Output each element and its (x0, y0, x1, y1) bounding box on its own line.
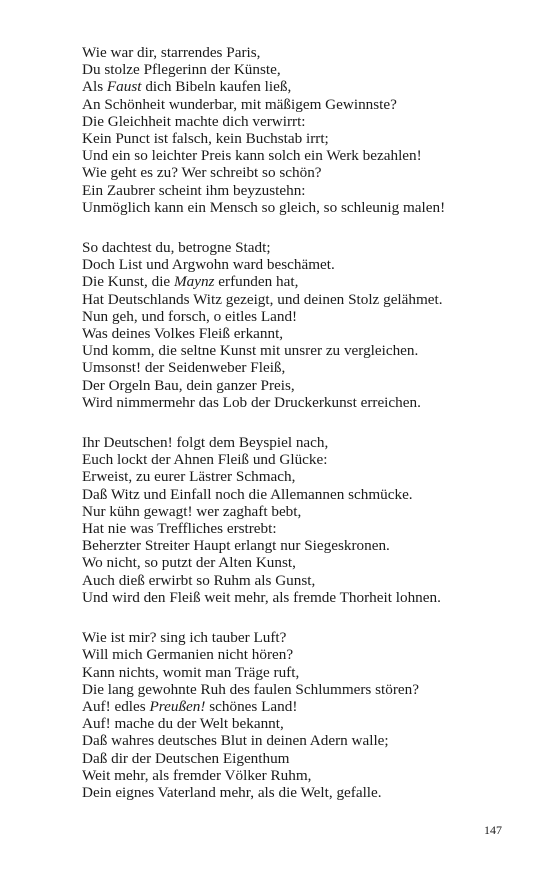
poem-line (82, 589, 522, 606)
poem-line (82, 394, 522, 411)
poem-line (82, 750, 522, 767)
poem-line (82, 468, 522, 485)
poem-line (82, 96, 522, 113)
stanza (82, 629, 522, 801)
italic-word: Maynz (173, 273, 215, 291)
line-text: Unmöglich kann ein Mensch so gleich, so schleunig malen! (82, 198, 446, 216)
poem-line (82, 732, 522, 749)
poem-line (82, 664, 522, 681)
page-number: 147 (484, 823, 502, 837)
line-text: Wird nimmermehr das Lob der Druckerkunst erreichen. (82, 393, 421, 411)
poem-line (82, 486, 522, 503)
line-text: Kein Punct ist falsch, kein Buchstab irrt; (82, 130, 329, 148)
line-text: schönes Land! (205, 697, 298, 715)
line-text: Kann nichts, womit man Träge ruft, (82, 663, 300, 681)
poem-line (82, 715, 522, 732)
line-text: Und wird den Fleiß weit mehr, als fremde Thorheit lohnen. (82, 588, 441, 606)
poem-line (82, 503, 522, 520)
line-text: Weit mehr, als fremder Völker Ruhm, (82, 766, 312, 784)
line-text: Als (82, 78, 107, 96)
poem-line (82, 434, 522, 451)
line-text: Euch lockt der Ahnen Fleiß und Glücke: (82, 451, 328, 469)
stanza (82, 44, 522, 216)
line-text: Daß dir der Deutschen Eigenthum (82, 749, 290, 767)
poem-line (82, 646, 522, 663)
line-text: Was deines Volkes Fleiß erkannt, (82, 325, 284, 343)
line-text: Wie geht es zu? Wer schreibt so schön? (82, 164, 322, 182)
poem-line (82, 698, 522, 715)
poem-line (82, 61, 522, 78)
poem-line (82, 554, 522, 571)
line-text: Du stolze Pflegerinn der Künste, (82, 61, 281, 79)
line-text: Erweist, zu eurer Lästrer Schmach, (82, 468, 296, 486)
line-text: Ein Zaubrer scheint ihm beyzustehn: (82, 181, 306, 199)
poem-line (82, 256, 522, 273)
line-text: Wie war dir, starrendes Paris, (82, 44, 261, 61)
line-text: Die Kunst, die (82, 273, 174, 291)
poem-line (82, 78, 522, 95)
line-text: Und ein so leichter Preis kann solch ein Werk bezahlen! (82, 147, 422, 165)
stanza (82, 239, 522, 411)
line-text: Nur kühn gewagt! wer zaghaft bebt, (82, 502, 302, 520)
line-text: dich Bibeln kaufen ließ, (141, 78, 292, 96)
poem-line (82, 130, 522, 147)
poem-line (82, 342, 522, 359)
poem-line (82, 572, 522, 589)
poem-line (82, 377, 522, 394)
poem-line (82, 359, 522, 376)
poem-line (82, 629, 522, 646)
line-text: Auf! edles (82, 697, 150, 715)
line-text: An Schönheit wunderbar, mit mäßigem Gewinnste? (82, 95, 397, 113)
line-text: erfunden hat, (214, 273, 299, 291)
line-text: Auch dieß erwirbt so Ruhm als Gunst, (82, 571, 316, 589)
line-text: Daß Witz und Einfall noch die Allemannen schmücke. (82, 485, 413, 503)
poem-line (82, 451, 522, 468)
poem-line (82, 537, 522, 554)
poem-line (82, 239, 522, 256)
stanza (82, 434, 522, 606)
line-text: Umsonst! der Seidenweber Fleiß, (82, 359, 286, 377)
poem-line (82, 147, 522, 164)
line-text: Nun geh, und forsch, o eitles Land! (82, 307, 298, 325)
line-text: Wo nicht, so putzt der Alten Kunst, (82, 554, 296, 572)
line-text: Daß wahres deutsches Blut in deinen Adern walle; (82, 732, 389, 750)
line-text: Der Orgeln Bau, dein ganzer Preis, (82, 376, 295, 394)
poem-line (82, 767, 522, 784)
line-text: Wie ist mir? sing ich tauber Luft? (82, 629, 287, 647)
poem-line (82, 164, 522, 181)
italic-word: Faust (106, 78, 142, 96)
poem-line (82, 681, 522, 698)
line-text: Will mich Germanien nicht hören? (82, 646, 294, 664)
poem-line (82, 325, 522, 342)
line-text: Hat nie was Treffliches erstrebt: (82, 520, 277, 538)
poem-line (82, 273, 522, 290)
poem-line (82, 520, 522, 537)
line-text: Hat Deutschlands Witz gezeigt, und deinen Stolz gelähmet. (82, 290, 443, 308)
line-text: Und komm, die seltne Kunst mit unsrer zu vergleichen. (82, 342, 419, 360)
poem-line (82, 291, 522, 308)
poem-line (82, 784, 522, 801)
italic-word: Preußen! (149, 697, 206, 715)
poem-line (82, 199, 522, 216)
line-text: Dein eignes Vaterland mehr, als die Welt, gefalle. (82, 783, 382, 801)
line-text: Die lang gewohnte Ruh des faulen Schlummers stören? (82, 680, 419, 698)
poem-line (82, 44, 522, 61)
line-text: Ihr Deutschen! folgt dem Beyspiel nach, (82, 434, 329, 452)
line-text: Die Gleichheit machte dich verwirrt: (82, 112, 306, 130)
poem-line (82, 182, 522, 199)
poem-line (82, 113, 522, 130)
line-text: Auf! mache du der Welt bekannt, (82, 715, 284, 733)
line-text: Beherzter Streiter Haupt erlangt nur Siegeskronen. (82, 537, 390, 555)
poem-line (82, 308, 522, 325)
line-text: Doch List und Argwohn ward beschämet. (82, 256, 335, 274)
line-text: So dachtest du, betrogne Stadt; (82, 239, 271, 257)
poem-text (82, 44, 522, 824)
